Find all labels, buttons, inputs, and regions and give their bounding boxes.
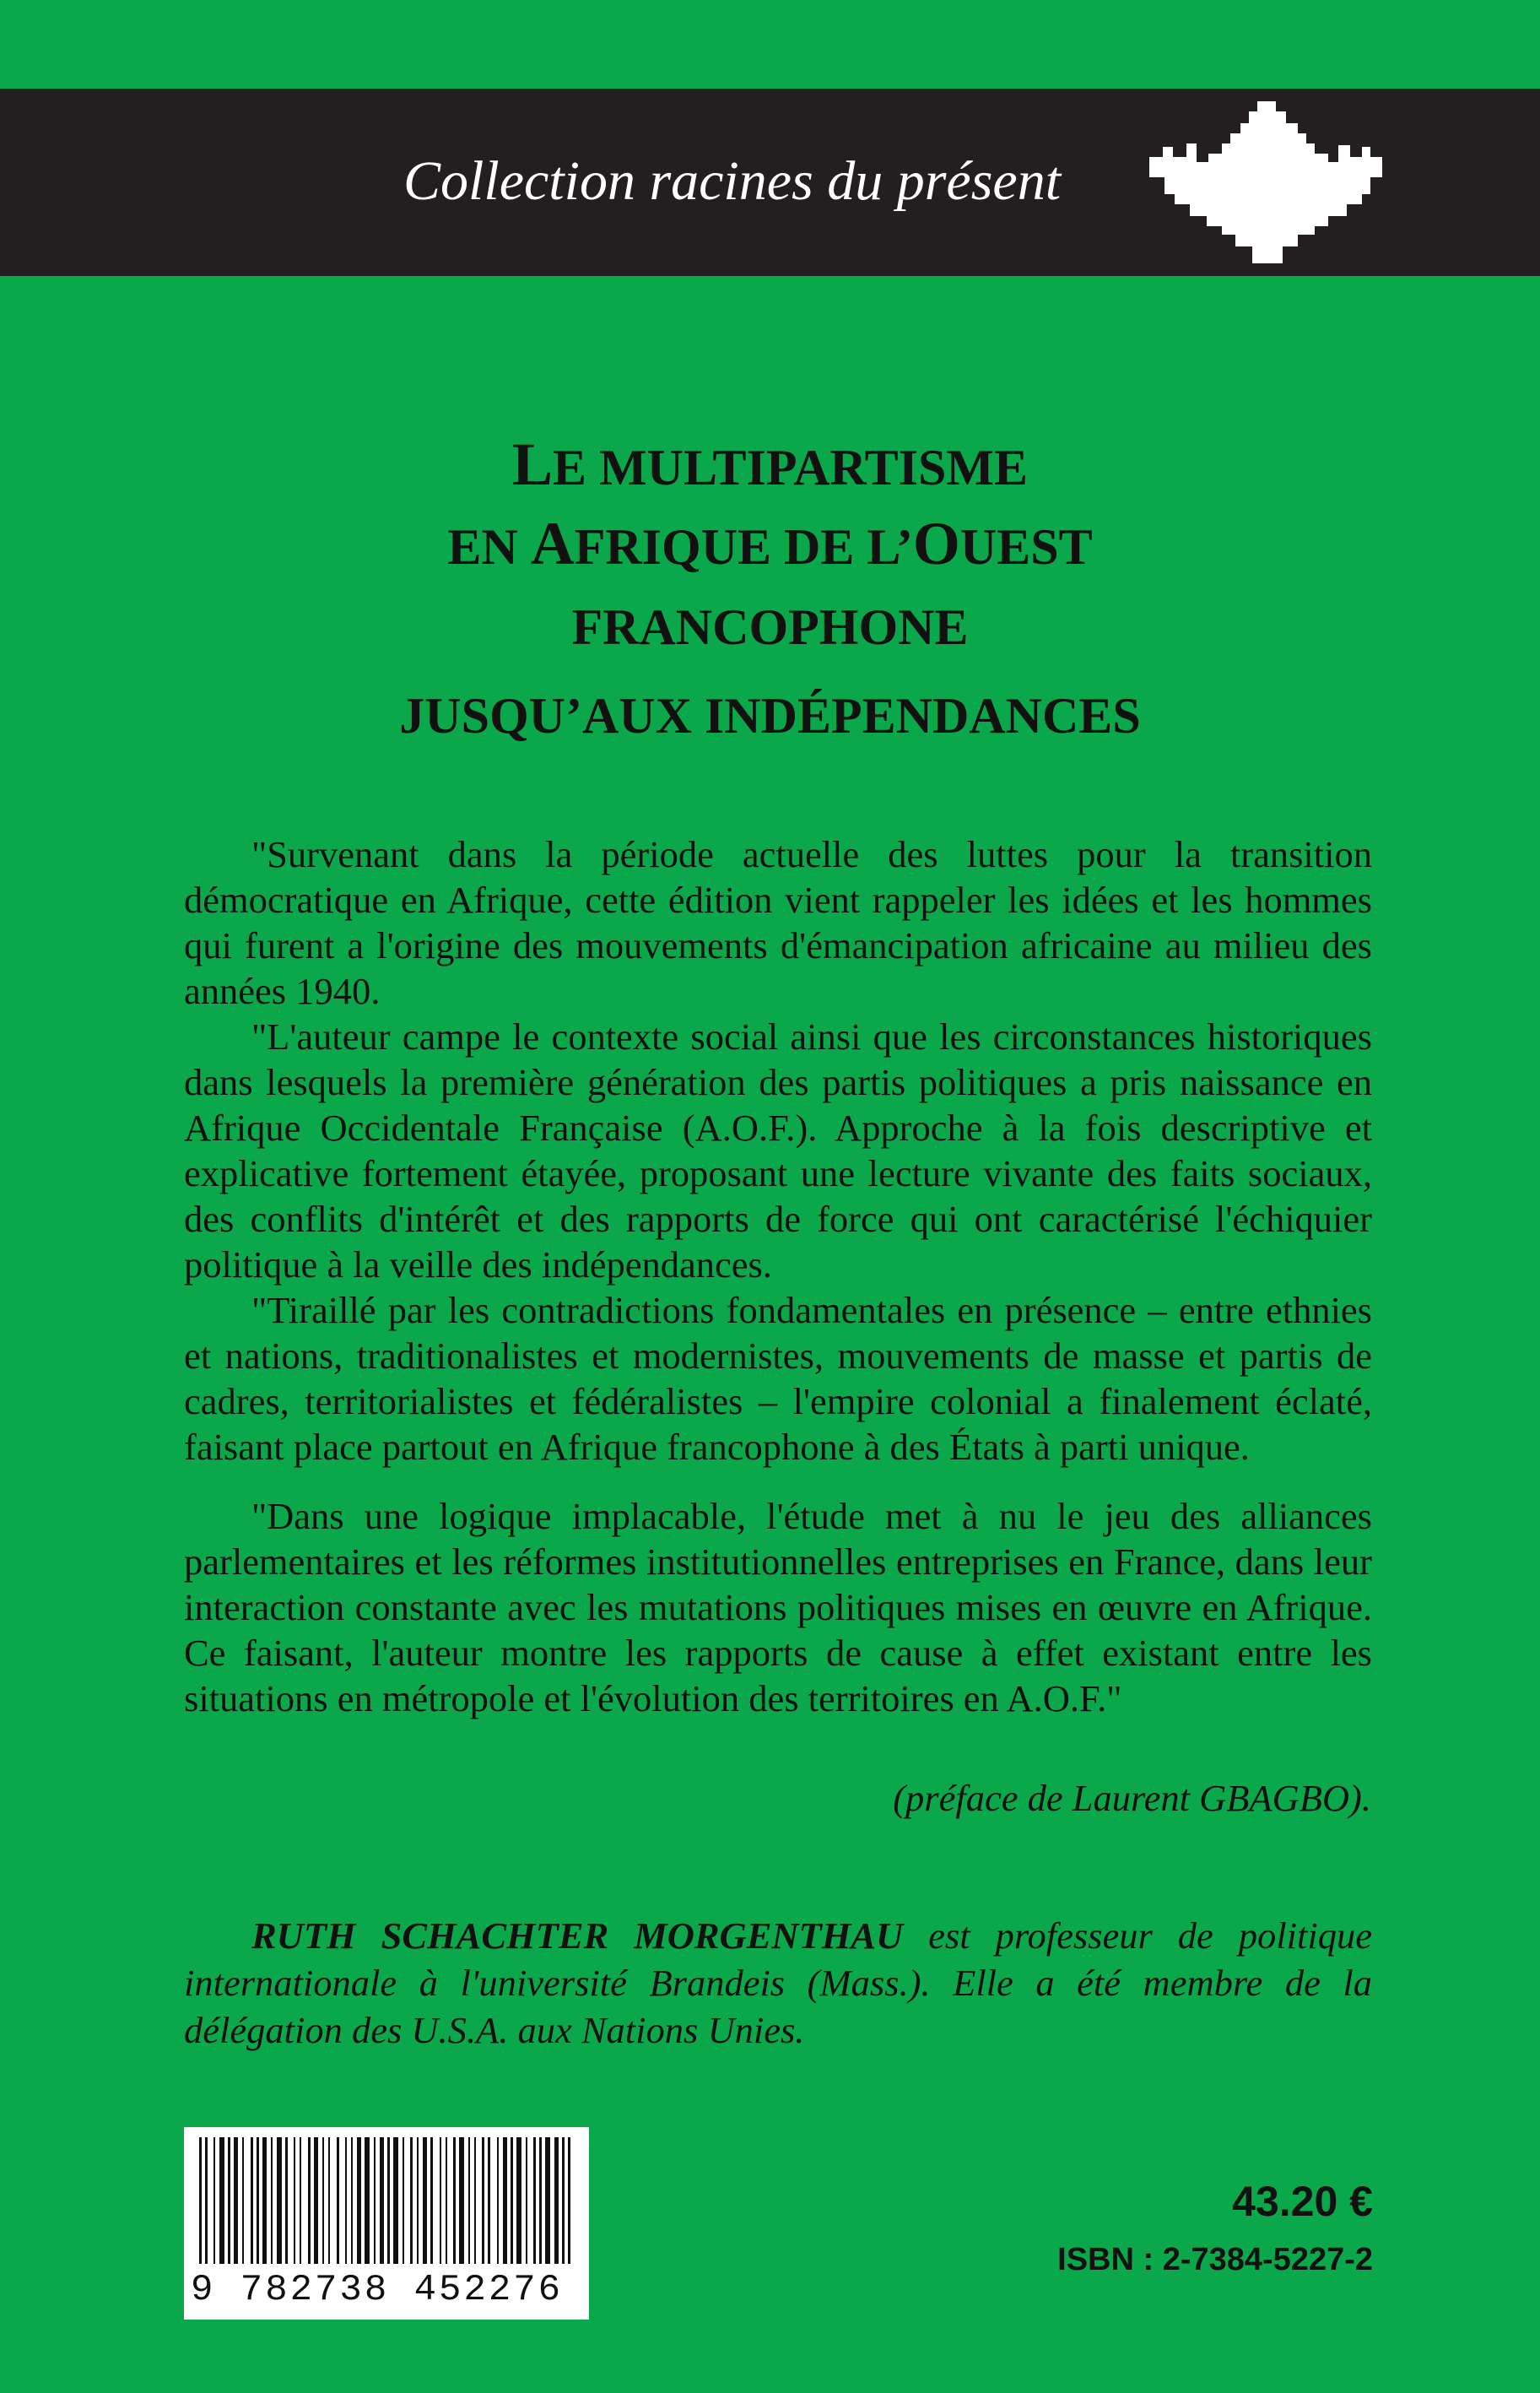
collection-name: Collection racines du présent (403, 150, 1062, 212)
barcode-bar (277, 2137, 282, 2264)
barcode-bar (337, 2137, 339, 2264)
price: 43.20 € (1232, 2178, 1373, 2225)
barcode-bar (511, 2137, 513, 2264)
barcode-bar (539, 2137, 542, 2264)
barcode-bar (300, 2137, 301, 2264)
barcode-bar (271, 2137, 273, 2264)
title-line-3: FRANCOPHONE (571, 599, 969, 655)
barcode-bar (314, 2137, 318, 2264)
barcode-digits: 9 782738 452276 (191, 2269, 564, 2311)
back-cover-blurb (184, 831, 1372, 1721)
barcode-bar (526, 2137, 527, 2264)
blurb-paragraph: "Survenant dans la période actuelle des luttes pour la transition démocratique en Afrique, cette édition vient rappeler les idées et les hommes qui furent a l'origine des mouvements d'émancipation africaine au milieu des années 1940. (184, 833, 1372, 1012)
barcode-bar (440, 2137, 441, 2264)
preface-signature: (préface de Laurent GBAGBO). (893, 1777, 1371, 1819)
barcode-bar (294, 2137, 295, 2264)
barcode-bar (562, 2137, 565, 2264)
barcode-bar (474, 2137, 476, 2264)
barcode-bar (410, 2137, 413, 2264)
barcode-bar (357, 2137, 361, 2264)
title-line-4: JUSQU’AUX INDÉPENDANCES (399, 688, 1141, 744)
book-title (0, 426, 1540, 762)
barcode-bar (497, 2137, 499, 2264)
barcode-bar (351, 2137, 353, 2264)
barcode-bar (459, 2137, 464, 2264)
barcode-bar (365, 2137, 370, 2264)
barcode-bar (308, 2137, 311, 2264)
stepped-emblem-icon (1141, 95, 1394, 273)
author-bio (184, 1912, 1372, 2054)
barcode-bar (251, 2137, 253, 2264)
barcode-bar (205, 2137, 208, 2264)
barcode-bar (213, 2137, 215, 2264)
barcode-bar (554, 2137, 559, 2264)
blurb-paragraph: "L'auteur campe le contexte social ainsi que les circonstances historiques dans lesquels la première génération des partis politiques a pris naissance en Afrique Occidentale Française (A.O.F.). Approche à la fois descriptive et explicative fortement étayée, proposant une lecture vivante des faits sociaux, des conflits d'intérêt et des rapports de force qui ont caractérisé l'échiquier politique à la veille des indépendances. (184, 1015, 1372, 1286)
author-name: RUTH SCHACHTER MORGENTHAU (251, 1914, 904, 1957)
barcode-bar (417, 2137, 419, 2264)
barcode-bar (403, 2137, 404, 2264)
barcode-bar (345, 2137, 347, 2264)
barcode-bar (199, 2137, 202, 2264)
title-line-2: EN AFRIQUE DE L’OUEST (447, 510, 1093, 577)
barcode-bar (393, 2137, 398, 2264)
barcode-bar (453, 2137, 456, 2264)
barcode-bar (328, 2137, 330, 2264)
barcode-bar (430, 2137, 433, 2264)
barcode-bar (322, 2137, 324, 2264)
barcode-bar (257, 2137, 259, 2264)
barcode-bar (568, 2137, 570, 2264)
isbn: ISBN : 2-7384-5227-2 (1057, 2242, 1373, 2277)
barcode-bar (545, 2137, 550, 2264)
barcode-bar (242, 2137, 244, 2264)
blurb-paragraph: "Dans une logique implacable, l'étude met à nu le jeu des alliances parlementaires et les réformes institutionnelles entreprises en France, dans leur interaction constante avec les mutations politiques mises en œuvre en Afrique. Ce faisant, l'auteur montre les rapports de cause à effet existant entre les situations en métropole et l'évolution des territoires en A.O.F." (184, 1495, 1372, 1719)
barcode-bar (516, 2137, 521, 2264)
author-description: est professeur de politique internationale à l'université Brandeis (Mass.). Elle a été membre de la délégation des U.S.A. aux Nations Unies. (184, 1914, 1373, 2051)
blurb-paragraph: "Tiraillé par les contradictions fondamentales en présence – entre ethnies et nations, traditionalistes et modernistes, mouvements de masse et partis de cadres, territorialistes et fédéralistes – l'empire colonial a finalement éclaté, faisant place partout en Afrique francophone à des États à parti unique. (184, 1289, 1372, 1468)
barcode-bar (285, 2137, 288, 2264)
barcode-bar (423, 2137, 427, 2264)
barcode-bar (219, 2137, 224, 2264)
title-line-1: LE MULTIPARTISME (511, 430, 1029, 498)
barcode-bar (374, 2137, 376, 2264)
barcode-bar (228, 2137, 230, 2264)
barcode-bar (387, 2137, 390, 2264)
barcode-bar (262, 2137, 267, 2264)
barcode-bar (380, 2137, 384, 2264)
barcode-bar (482, 2137, 484, 2264)
barcode-bar (533, 2137, 536, 2264)
barcode-bar (234, 2137, 238, 2264)
barcode-bar (468, 2137, 470, 2264)
barcode (184, 2127, 589, 2320)
barcode-bar (503, 2137, 507, 2264)
barcode-bars (194, 2137, 579, 2269)
barcode-bar (446, 2137, 447, 2264)
barcode-bar (488, 2137, 490, 2264)
